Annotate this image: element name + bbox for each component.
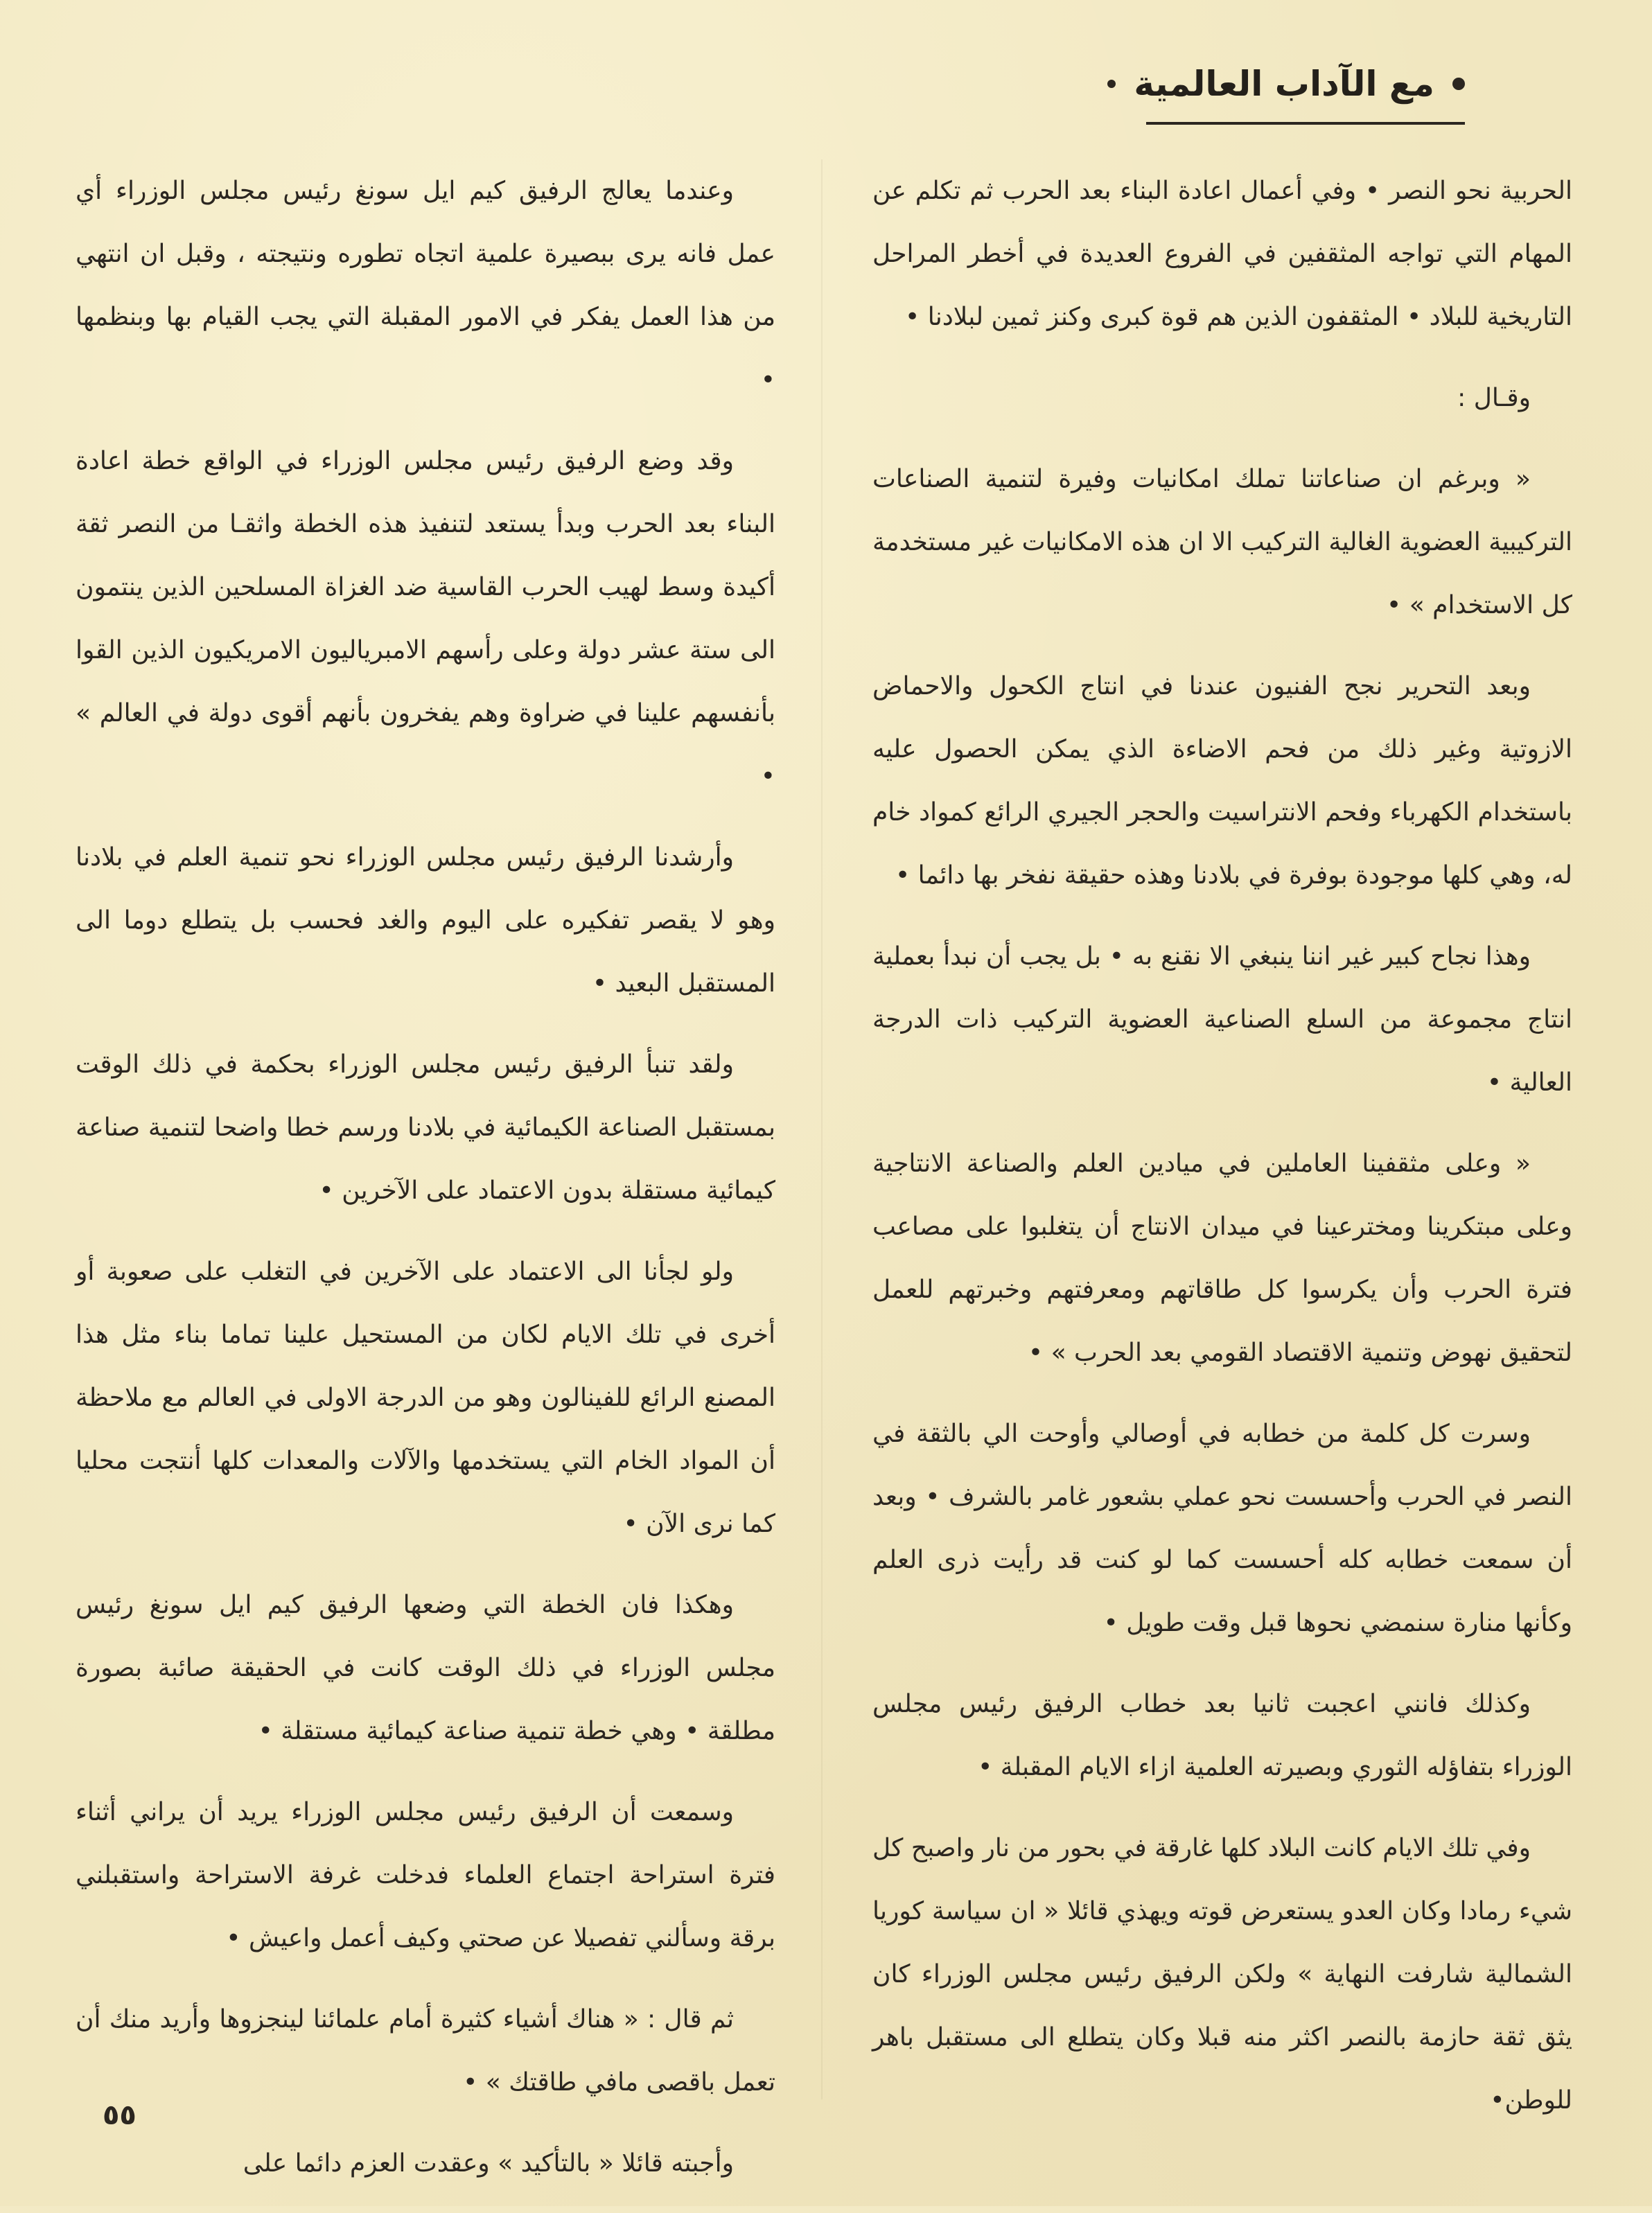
paragraph: ولو لجأنا الى الاعتماد على الآخرين في التغلب على صعوبة أو أخرى في تلك الايام لكان من المستحيل علينا تماما بناء مثل هذا المصنع الرائع للفينالون وهو من الدرجة الاولى في العالم مع ملاحظة أن المواد الخام التي يستخدمها والآلات والمعدات كلها أنتجت محليا كما نرى الآن • bbox=[76, 1258, 775, 1538]
paragraph: « وبرغم ان صناعاتنا تملك امكانيات وفيرة لتنمية الصناعات التركيبية العضوية الغالية التركيب الا ان هذه الامكانيات غير مستخدمة كل الاستخدام » • bbox=[872, 465, 1572, 619]
paragraph: وهكذا فان الخطة التي وضعها الرفيق كيم ايل سونغ رئيس مجلس الوزراء في ذلك الوقت كانت في الحقيقة صائبة بصورة مطلقة • وهي خطة تنمية صناعة كيمائية مستقلة • bbox=[76, 1591, 775, 1745]
paragraph: « وعلى مثقفينا العاملين في ميادين العلم والصناعة الانتاجية وعلى مبتكرينا ومخترعينا في ميدان الانتاج أن يتغلبوا على مصاعب فترة الحرب وأن يكرسوا كل طاقاتهم ومعرفتهم وخبرتهم للعمل لتحقيق نهوض وتنمية الاقتصاد القومي بعد الحرب » • bbox=[872, 1149, 1572, 1367]
paragraph: وعندما يعالج الرفيق كيم ايل سونغ رئيس مجلس الوزراء أي عمل فانه يرى ببصيرة علمية اتجاه تطوره ونتيجته ، وقبل ان انتهي من هذا العمل يفكر في الامور المقبلة التي يجب القيام بها وبنظمها • bbox=[76, 177, 775, 394]
bullet-dot-icon bbox=[1107, 80, 1116, 88]
paragraph: وفي تلك الايام كانت البلاد كلها غارقة في بحور من نار واصبح كل شيء رمادا وكان العدو يستعرض قوته ويهذي قائلا « ان سياسة كوريا الشمالية شارفت النهاية » ولكن الرفيق رئيس مجلس الوزراء كان يثق ثقة حازمة بالنصر اكثر منه قبلا وكان يتطلع الى مستقبل باهر للوطن• bbox=[872, 1834, 1572, 2115]
right-column bbox=[872, 159, 1572, 2150]
paragraph: وأجبته قائلا « بالتأكيد » وعقدت العزم دائما على bbox=[243, 2149, 734, 2178]
paragraph: وكذلك فانني اعجبت ثانيا بعد خطاب الرفيق رئيس مجلس الوزراء بتفاؤله الثوري وبصيرته العلمية ازاء الايام المقبلة • bbox=[872, 1690, 1572, 1781]
paragraph: وسمعت أن الرفيق رئيس مجلس الوزراء يريد أن يراني أثناء فترة استراحة اجتماع العلماء فدخلت غرفة الاستراحة واستقبلني برقة وسألني تفصيلا عن صحتي وكيف أعمل واعيش • bbox=[76, 1798, 775, 1952]
paragraph: وقد وضع الرفيق رئيس مجلس الوزراء في الواقع خطة اعادة البناء بعد الحرب وبدأ يستعد لتنفيذ هذه الخطة واثقـا من النصر ثقة أكيدة وسط لهيب الحرب القاسية ضد الغزاة المسلحين الذين ينتمون الى ستة عشر دولة وعلى رأسهم الامبرياليون الامريكيون الذين القوا بأنفسهم علينا في ضراوة وهم يفخرون بأنهم أقوى دولة في العالم » • bbox=[76, 447, 775, 791]
paragraph: وقـال : bbox=[1457, 384, 1531, 412]
paragraph: وسرت كل كلمة من خطابه في أوصالي وأوحت الي بالثقة في النصر في الحرب وأحسست نحو عملي بشعور غامر بالشرف • وبعد أن سمعت خطابه كله أحسست كما لو كنت قد رأيت ذرى العلم وكأنها منارة سنمضي نحوها قبل وقت طويل • bbox=[872, 1420, 1572, 1637]
column-gutter bbox=[821, 159, 823, 2099]
bullet-dot-icon bbox=[1452, 78, 1465, 90]
section-title: مع الآداب العالمية bbox=[1134, 64, 1434, 104]
section-header bbox=[1107, 64, 1465, 104]
header-divider bbox=[1146, 122, 1465, 125]
paragraph: ثم قال : « هناك أشياء كثيرة أمام علمائنا لينجزوها وأريد منك أن تعمل باقصى مافي طاقتك » • bbox=[76, 2005, 775, 2097]
paragraph: ولقد تنبأ الرفيق رئيس مجلس الوزراء بحكمة في ذلك الوقت بمستقبل الصناعة الكيمائية في بلادنا ورسم خطا واضحا لتنمية صناعة كيمائية مستقلة بدون الاعتماد على الآخرين • bbox=[76, 1050, 775, 1205]
paragraph: وهذا نجاح كبير غير اننا ينبغي الا نقنع به • بل يجب أن نبدأ بعملية انتاج مجموعة من السلع الصناعية العضوية التركيب ذات الدرجة العالية • bbox=[872, 942, 1572, 1097]
paragraph: الحربية نحو النصر • وفي أعمال اعادة البناء بعد الحرب ثم تكلم عن المهام التي تواجه المثقفين في الفروع العديدة في أخطر المراحل التاريخية للبلاد • المثقفون الذين هم قوة كبرى وكنز ثمين لبلادنا • bbox=[872, 177, 1572, 331]
left-column bbox=[76, 159, 775, 2213]
paragraph: وبعد التحرير نجح الفنيون عندنا في انتاج الكحول والاحماض الازوتية وغير ذلك من فحم الاضاءة الذي يمكن الحصول عليه باستخدام الكهرباء وفحم الانتراسيت والحجر الجيري الرائع كمواد خام له، وهي كلها موجودة بوفرة في بلادنا وهذه حقيقة نفخر بها دائما • bbox=[872, 672, 1572, 890]
page-number: ٥٥ bbox=[103, 2099, 137, 2131]
paragraph: وأرشدنا الرفيق رئيس مجلس الوزراء نحو تنمية العلم في بلادنا وهو لا يقصر تفكيره على اليوم والغد فحسب بل يتطلع دوما الى المستقبل البعيد • bbox=[76, 843, 775, 998]
